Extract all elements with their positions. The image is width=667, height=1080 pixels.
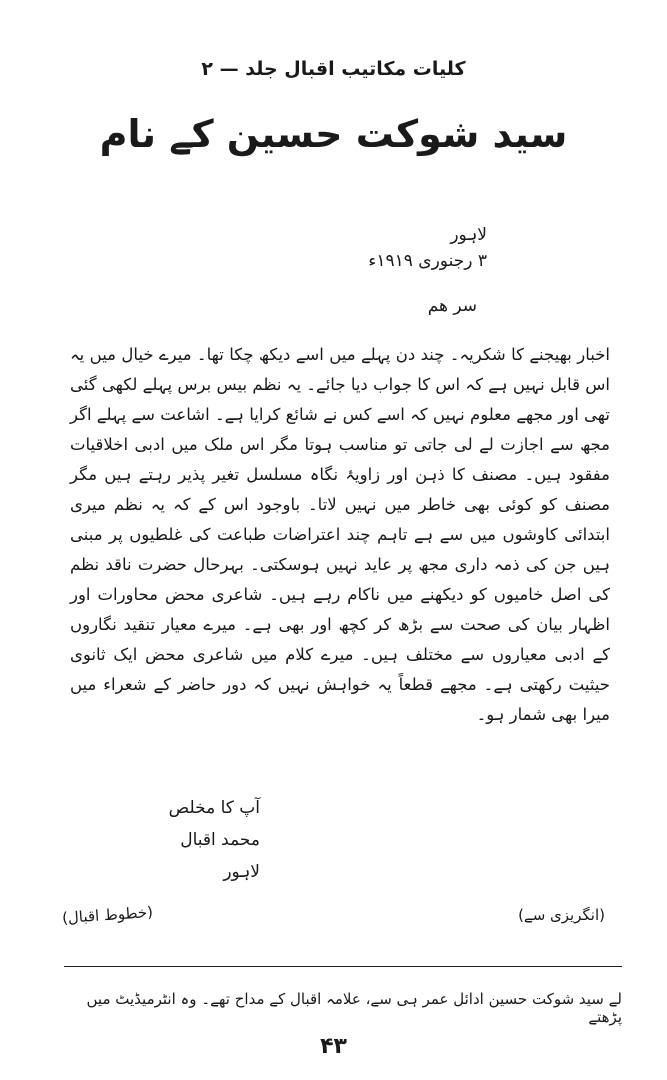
- letter-place: لاہور: [450, 225, 487, 245]
- letter-body: [70, 340, 610, 730]
- letter-body-text: اخبار بھیجنے کا شکریہ۔ چند دن پہلے میں اسے دیکھ چکا تھا۔ میرے خیال میں یہ اس قابل نہیں ہے کہ اس کا جواب دیا جائے۔ یہ نظم بیس برس پہلے لکھی گئی تھی اور مجھے معلوم نہیں کہ اسے کس نے شائع کرایا ہے۔ اشاعت سے پہلے اگر مجھ سے اجازت لے لی جاتی تو مناسب ہوتا مگر اس ملک میں ادبی اخلاقیات مفقود ہیں۔ مصنف کا ذہن اور زاویۂ نگاہ مسلسل تغیر پذیر رہتے ہیں مگر مصنف کو کوئی بھی خاطر میں نہیں لاتا۔ باوجود اس کے کہ یہ نظم میری ابتدائی کاوشوں میں سے ہے تاہم چند اعتراضات طباعت کی غلطیوں پر مبنی ہیں جن کی ذمہ داری مجھ پر عاید نہیں ہوسکتی۔ بہرحال حضرت ناقد نظم کی اصل خامیوں کو دیکھنے میں ناکام رہے ہیں۔ شاعری محض محاورات اور اظہار بیان کی صحت سے بڑھ کر کچھ اور بھی ہے۔ میرے معیار تنقید نگاروں کے ادبی معیاروں سے مختلف ہیں۔ میرے کلام میں شاعری محض ایک ثانوی حیثیت رکھتی ہے۔ مجھے قطعاً یہ خواہش نہیں کہ دور حاضر کے شعراء میں میرا بھی شمار ہو۔: [70, 345, 610, 724]
- letter-closing: [120, 792, 260, 888]
- signature: محمد اقبال: [180, 830, 260, 850]
- closing-place: لاہور: [223, 862, 260, 882]
- translation-note: (انگریزی سے): [518, 906, 605, 924]
- page-number: ۴۳: [320, 1034, 347, 1059]
- salutation: سر ھم: [427, 296, 477, 316]
- footnote-divider: [64, 966, 622, 967]
- source-note: (خطوط اقبال): [61, 902, 154, 928]
- letter-title: سید شوکت حسین کے نام: [99, 112, 568, 156]
- letter-place-date: [368, 222, 487, 274]
- letter-date: ۳ رجنوری ۱۹۱۹ء: [368, 251, 487, 271]
- closing-phrase: آپ کا مخلص: [168, 798, 260, 818]
- running-header: کلیات مکاتیب اقبال جلد — ۲: [201, 58, 466, 80]
- footnote: لے سید شوکت حسین ادائل عمر ہی سے، علامہ اقبال کے مداح تھے۔ وہ انٹرمیڈیٹ میں پڑھتے: [86, 990, 622, 1026]
